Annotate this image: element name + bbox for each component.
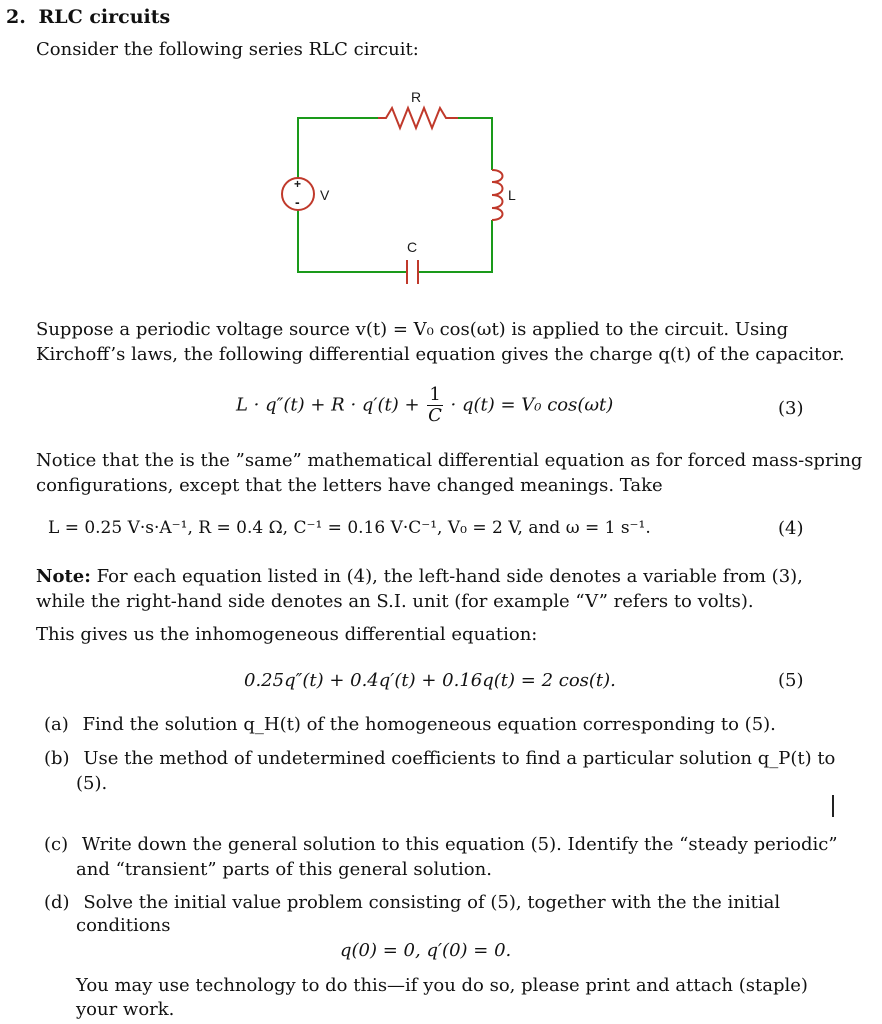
- equation-3-lhs-a: L · q″(t) + R · q′(t) +: [236, 394, 420, 416]
- problem-heading: [6, 6, 170, 28]
- part-c: [44, 833, 838, 857]
- part-b: [44, 747, 835, 771]
- fraction-denominator: C: [428, 405, 442, 426]
- paragraph-3: This gives us the inhomogeneous differential equation:: [36, 624, 538, 645]
- source-label: V: [320, 187, 330, 203]
- paragraph-2-line-2: configurations, except that the letters have changed meanings. Take: [36, 475, 663, 496]
- intro-text: Consider the following series RLC circuit:: [36, 39, 419, 60]
- note-line-2: while the right-hand side denotes an S.I. unit (for example “V” refers to volts).: [36, 591, 754, 612]
- equation-4-number: (4): [778, 518, 804, 539]
- problem-title: RLC circuits: [38, 6, 171, 28]
- paragraph-2-line-1: Notice that the is the ”same” mathematical differential equation as for forced mass-spring: [36, 450, 863, 471]
- part-a: [44, 713, 776, 737]
- inductor-label: L: [508, 187, 516, 203]
- note-label: Note:: [36, 566, 91, 587]
- footer-line-1: You may use technology to do this—if you do so, please print and attach (staple): [76, 975, 808, 996]
- capacitor-label: C: [407, 239, 418, 255]
- wire-left-bottom: [298, 210, 407, 272]
- initial-conditions: q(0) = 0, q′(0) = 0.: [340, 940, 512, 961]
- part-c-text-1: Write down the general solution to this equation (5). Identify the “steady periodic”: [81, 834, 838, 855]
- wire-left-top: [298, 118, 378, 178]
- part-c-label: (c): [44, 834, 69, 855]
- text-cursor: [832, 795, 834, 817]
- equation-5-number: (5): [778, 670, 804, 691]
- equation-4: L = 0.25 V·s·A⁻¹, R = 0.4 Ω, C⁻¹ = 0.16 V·C⁻¹, V₀ = 2 V, and ω = 1 s⁻¹.: [48, 518, 651, 538]
- part-d: [44, 891, 780, 915]
- resistor-label: R: [411, 89, 422, 105]
- part-d-label: (d): [44, 892, 70, 913]
- note-text-1: For each equation listed in (4), the left-hand side denotes a variable from (3),: [96, 566, 803, 587]
- part-a-text: Find the solution q_H(t) of the homogeneous equation corresponding to (5).: [82, 714, 776, 735]
- part-a-label: (a): [44, 714, 69, 735]
- wire-right-bottom: [418, 220, 492, 272]
- problem-number: 2.: [6, 6, 26, 28]
- footer-line-2: your work.: [76, 999, 175, 1020]
- part-b-label: (b): [44, 748, 70, 769]
- inductor-symbol: [492, 170, 503, 220]
- equation-5: 0.25q″(t) + 0.4q′(t) + 0.16q(t) = 2 cos(t).: [244, 670, 616, 691]
- wire-right-top: [458, 118, 492, 170]
- paragraph-1-line-2: Kirchoff’s laws, the following differential equation gives the charge q(t) of the capacitor.: [36, 344, 845, 365]
- equation-3-number: (3): [778, 398, 804, 419]
- rlc-circuit-diagram: [270, 80, 530, 295]
- equation-3-lhs-b: · q(t) = V₀ cos(ωt): [450, 394, 614, 416]
- part-d-text-2: conditions: [76, 915, 171, 936]
- fraction-numerator: 1: [429, 384, 441, 405]
- part-b-text-2: (5).: [76, 773, 108, 794]
- resistor-symbol: [378, 108, 458, 128]
- note-line-1: [36, 565, 803, 589]
- equation-3: [236, 385, 613, 426]
- capacitor-symbol: [407, 260, 418, 284]
- paragraph-1-line-1: Suppose a periodic voltage source v(t) = V₀ cos(ωt) is applied to the circuit. Using: [36, 319, 789, 340]
- part-b-text-1: Use the method of undetermined coefficients to find a particular solution q_P(t) to: [83, 748, 836, 769]
- source-minus-sign: -: [295, 194, 300, 210]
- part-c-text-2: and “transient” parts of this general solution.: [76, 859, 492, 880]
- equation-3-fraction: [427, 385, 442, 426]
- part-d-text-1: Solve the initial value problem consisting of (5), together with the the initial: [83, 892, 781, 913]
- source-plus-sign: +: [294, 177, 302, 191]
